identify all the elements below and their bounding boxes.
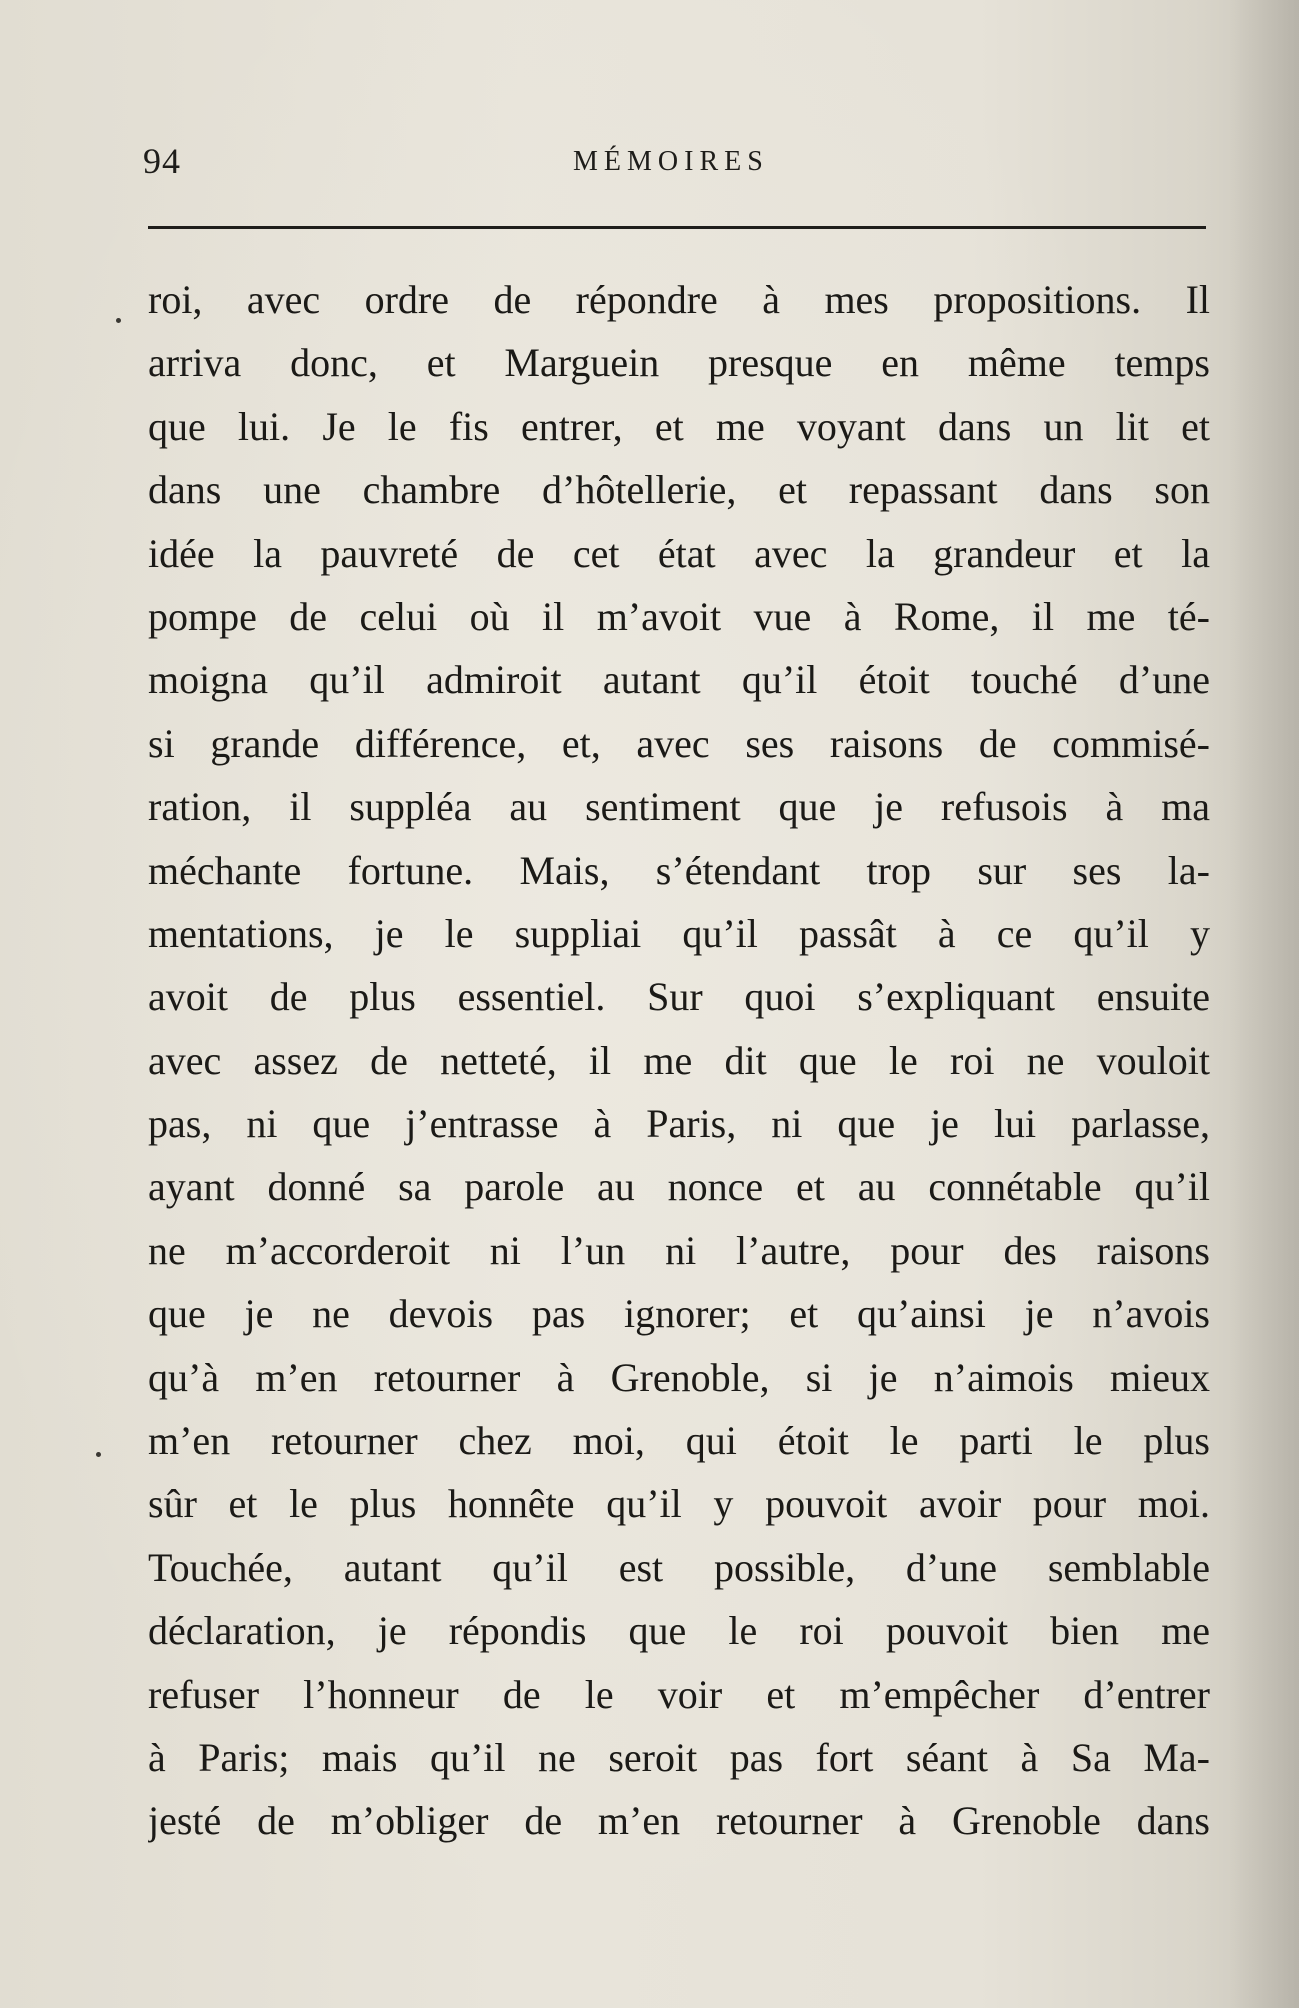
text-line: Touchée, autant qu’il est possible, d’une semblable (148, 1544, 1210, 1590)
text-line: si grande différence, et, avec ses raisons de commisé- (148, 720, 1210, 766)
text-line: refuser l’honneur de le voir et m’empêcher d’entrer (148, 1671, 1210, 1717)
text-line: roi, avec ordre de répondre à mes propositions. Il (148, 277, 1210, 322)
text-line: ayant donné sa parole au nonce et au connétable qu’il (148, 1164, 1210, 1210)
ink-speck (96, 1452, 101, 1457)
text-line: ne m’accorderoit ni l’un ni l’autre, pour des raisons (148, 1227, 1210, 1273)
page-edge-shadow (1229, 0, 1299, 2008)
text-line: arriva donc, et Marguein presque en même temps (148, 340, 1210, 386)
header-rule (148, 226, 1206, 229)
page-number: 94 (143, 141, 181, 181)
running-head: MÉMOIRES (573, 146, 769, 177)
text-line: qu’à m’en retourner à Grenoble, si je n’aimois mieux (148, 1354, 1210, 1400)
text-line: jesté de m’obliger de m’en retourner à Grenoble dans (148, 1798, 1210, 1844)
text-line: que je ne devois pas ignorer; et qu’ainsi je n’avois (148, 1291, 1210, 1337)
text-line: pompe de celui où il m’avoit vue à Rome, il me té- (148, 593, 1210, 639)
text-line: avec assez de netteté, il me dit que le roi ne vouloit (148, 1037, 1210, 1083)
text-line: méchante fortune. Mais, s’étendant trop sur ses la- (148, 847, 1210, 893)
text-line: à Paris; mais qu’il ne seroit pas fort séant à Sa Ma- (148, 1734, 1210, 1780)
page-header (143, 140, 1210, 200)
text-line: que lui. Je le fis entrer, et me voyant dans un lit et (148, 403, 1210, 449)
body-text (148, 268, 1210, 1853)
text-line: idée la pauvreté de cet état avec la grandeur et la (148, 530, 1210, 576)
text-line: mentations, je le suppliai qu’il passât à ce qu’il y (148, 910, 1210, 956)
text-line: m’en retourner chez moi, qui étoit le parti le plus (148, 1418, 1210, 1464)
text-line: dans une chambre d’hôtellerie, et repassant dans son (148, 467, 1210, 513)
text-line: moigna qu’il admiroit autant qu’il étoit touché d’une (148, 657, 1210, 703)
ink-speck (116, 318, 121, 323)
text-line: pas, ni que j’entrasse à Paris, ni que je lui parlasse, (148, 1101, 1210, 1147)
text-line: déclaration, je répondis que le roi pouvoit bien me (148, 1608, 1210, 1654)
text-line: avoit de plus essentiel. Sur quoi s’expliquant ensuite (148, 974, 1210, 1020)
text-line: sûr et le plus honnête qu’il y pouvoit avoir pour moi. (148, 1481, 1210, 1527)
text-line: ration, il suppléa au sentiment que je refusois à ma (148, 784, 1210, 830)
